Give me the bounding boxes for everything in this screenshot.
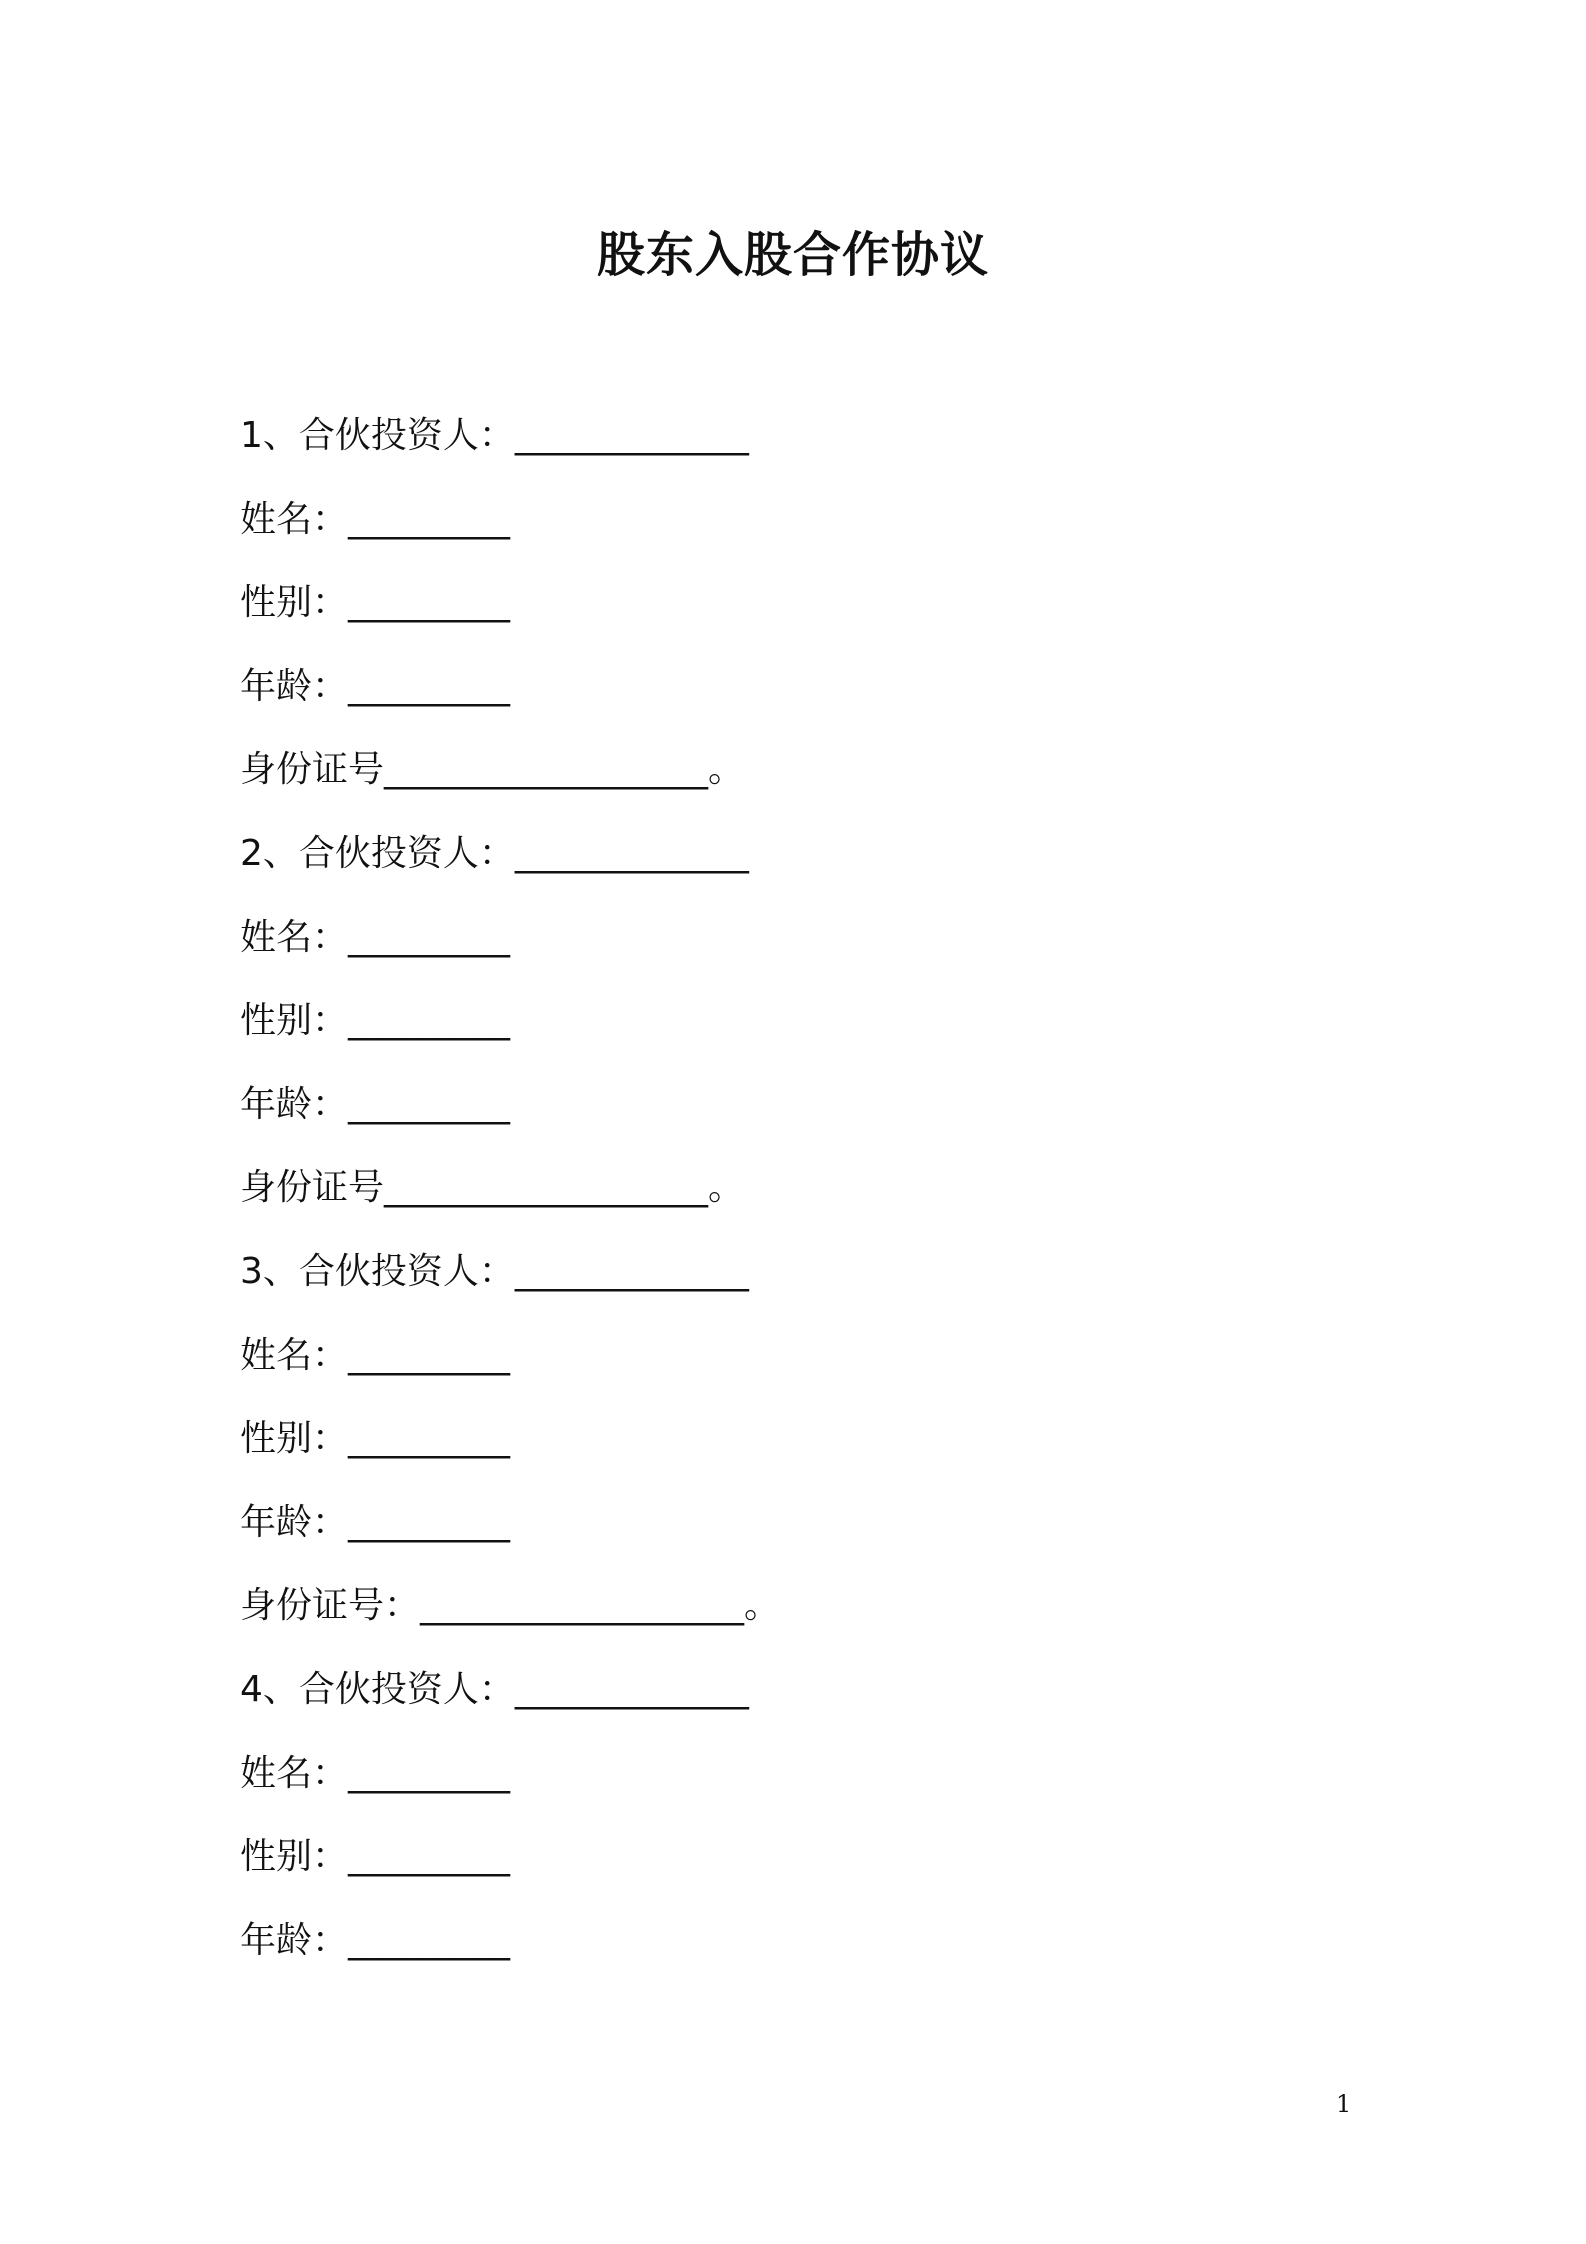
investor-3-age-line: 年龄：_________: [240, 1501, 511, 1543]
investor-3-gender-line: 性别：_________: [240, 1418, 511, 1460]
investor-3-id-line: 身份证号：__________________。: [240, 1585, 781, 1627]
investor-1-label-line: 1、合伙投资人：_____________: [240, 415, 749, 456]
investor-2-label-line: 2、合伙投资人：_____________: [240, 832, 749, 874]
investor-1-name-line: 姓名：_________: [240, 498, 511, 540]
investor-2-name-line: 姓名：_________: [240, 916, 511, 958]
page-number: 1: [1336, 2090, 1352, 2118]
investor-2-gender-line: 性别：_________: [240, 1000, 511, 1042]
investor-2-id-line: 身份证号__________________。: [240, 1167, 745, 1209]
investor-1-id-line: 身份证号__________________。: [240, 749, 745, 791]
investor-4-age-line: 年龄：_________: [240, 1919, 511, 1961]
document-title: 股东入股合作协议: [596, 227, 989, 283]
investor-4-gender-line: 性别：_________: [240, 1836, 511, 1878]
investor-1-gender-line: 性别：_________: [240, 582, 511, 624]
investor-4-name-line: 姓名：_________: [240, 1752, 511, 1794]
investor-3-label-line: 3、合伙投资人：_____________: [240, 1250, 749, 1292]
investor-4-label-line: 4、合伙投资人：_____________: [240, 1668, 749, 1710]
investor-form-lines: [240, 408, 1340, 1996]
investor-2-age-line: 年龄：_________: [240, 1083, 511, 1125]
investor-1-age-line: 年龄：_________: [240, 665, 511, 707]
investor-3-name-line: 姓名：_________: [240, 1334, 511, 1376]
